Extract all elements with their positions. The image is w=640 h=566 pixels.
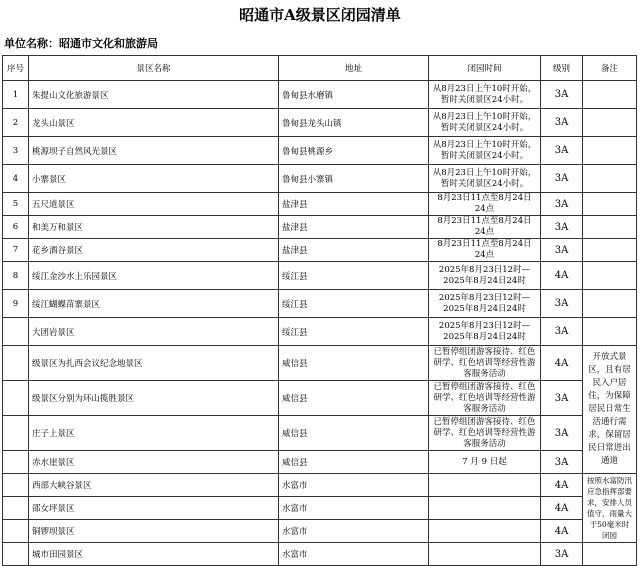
closure-table	[2, 55, 637, 566]
row-name: 大团岩景区	[29, 318, 279, 346]
row-level: 3A	[541, 137, 583, 165]
row-time: 7 月 9 日起	[429, 451, 541, 474]
row-no: 8	[3, 262, 29, 290]
row-name: 绥江金沙水上乐园景区	[29, 262, 279, 290]
row-no: 7	[3, 239, 29, 262]
row-time: 从8月23日上午10时开始，暂时关闭景区24小时。	[429, 137, 541, 165]
table-row	[3, 81, 637, 109]
row-no: 2	[3, 109, 29, 137]
row-level: 4A	[541, 474, 583, 497]
row-time: 8月23日11点至8月24日24点	[429, 193, 541, 216]
row-address: 绥江县	[279, 262, 429, 290]
row-name: 庄子上景区	[29, 416, 279, 451]
row-address: 威信县	[279, 416, 429, 451]
note-weixin: 开放式景区，且有居民入户居住，为保障居民日常生活通行需求，保留居民日常进出通道	[583, 346, 637, 474]
unit-label: 单位名称：昭通市文化和旅游局	[4, 37, 158, 50]
header-name: 景区名称	[29, 56, 279, 81]
row-no	[3, 381, 29, 416]
row-address: 盐津县	[279, 216, 429, 239]
row-time: 已暂停组团游客接待、红色研学、红色培训等经营性游客服务活动	[429, 346, 541, 381]
row-level: 4A	[541, 262, 583, 290]
row-name: 五尺道景区	[29, 193, 279, 216]
table-row	[3, 520, 637, 543]
row-note	[583, 543, 637, 566]
row-level: 3A	[541, 451, 583, 474]
table-row	[3, 318, 637, 346]
header-time: 闭园时间	[429, 56, 541, 81]
row-note	[583, 216, 637, 239]
row-time: 2025年8月23日12时—2025年8月24日24时	[429, 318, 541, 346]
table-row	[3, 216, 637, 239]
table-header-row	[3, 56, 637, 81]
header-note: 备注	[583, 56, 637, 81]
row-time: 从8月23日上午10时开始，暂时关闭景区24小时。	[429, 165, 541, 193]
row-address: 绥江县	[279, 290, 429, 318]
row-level: 4A	[541, 520, 583, 543]
row-name: 小寨景区	[29, 165, 279, 193]
row-address: 威信县	[279, 346, 429, 381]
row-address: 鲁甸县水磨镇	[279, 81, 429, 109]
document-title: 昭通市A级景区闭园清单	[239, 6, 401, 24]
row-address: 鲁甸县龙头山镇	[279, 109, 429, 137]
row-address: 水富市	[279, 497, 429, 520]
row-name: 桃源坝子自然风光景区	[29, 137, 279, 165]
row-name: 绥江蝴蝶苗寨景区	[29, 290, 279, 318]
row-address: 盐津县	[279, 193, 429, 216]
row-note	[583, 81, 637, 109]
row-time: 已暂停组团游客接待、红色研学、红色培训等经营性游客服务活动	[429, 381, 541, 416]
row-note	[583, 262, 637, 290]
row-no	[3, 474, 29, 497]
row-level: 3A	[541, 216, 583, 239]
row-no	[3, 318, 29, 346]
row-name: 花乡酒谷景区	[29, 239, 279, 262]
row-no: 6	[3, 216, 29, 239]
row-level: 3A	[541, 239, 583, 262]
row-name: 城市田园景区	[29, 543, 279, 566]
row-no: 3	[3, 137, 29, 165]
note-shuifu: 按照水富防汛应急指挥部要求，安排人员值守，雨量大于50毫米时闭园	[583, 474, 637, 543]
row-time: 2025年8月23日12时—2025年8月24日24时	[429, 290, 541, 318]
row-time	[429, 474, 541, 497]
row-no	[3, 543, 29, 566]
row-time: 2025年8月23日12时—2025年8月24日24时	[429, 262, 541, 290]
row-time: 从8月23日上午10时开始，暂时关闭景区24小时。	[429, 81, 541, 109]
row-level: 3A	[541, 109, 583, 137]
row-name: 赤水崖景区	[29, 451, 279, 474]
row-address: 水富市	[279, 474, 429, 497]
table-row	[3, 137, 637, 165]
header-address: 地址	[279, 56, 429, 81]
row-level: 3A	[541, 318, 583, 346]
row-no: 5	[3, 193, 29, 216]
row-address: 鲁甸县桃源乡	[279, 137, 429, 165]
row-note	[583, 109, 637, 137]
table-row	[3, 239, 637, 262]
row-no: 9	[3, 290, 29, 318]
row-name: 邵女坪景区	[29, 497, 279, 520]
table-row	[3, 290, 637, 318]
row-time	[429, 497, 541, 520]
row-name: 级景区分别为环山揽胜景区	[29, 381, 279, 416]
row-address: 绥江县	[279, 318, 429, 346]
row-name: 朱提山文化旅游景区	[29, 81, 279, 109]
row-no: 1	[3, 81, 29, 109]
table-row	[3, 109, 637, 137]
row-level: 3A	[541, 81, 583, 109]
row-note	[583, 239, 637, 262]
table-row	[3, 193, 637, 216]
row-level: 3A	[541, 290, 583, 318]
row-note	[583, 137, 637, 165]
table-row	[3, 416, 637, 451]
row-time: 8月23日11点至8月24日24点	[429, 239, 541, 262]
row-no	[3, 497, 29, 520]
row-address: 鲁甸县小寨镇	[279, 165, 429, 193]
table-row	[3, 346, 637, 381]
row-address: 盐津县	[279, 239, 429, 262]
row-level: 3A	[541, 543, 583, 566]
table-row	[3, 165, 637, 193]
row-note	[583, 193, 637, 216]
row-note	[583, 290, 637, 318]
row-address: 水富市	[279, 543, 429, 566]
row-time	[429, 520, 541, 543]
row-level: 3A	[541, 165, 583, 193]
row-level: 4A	[541, 497, 583, 520]
row-name: 和美万和景区	[29, 216, 279, 239]
table-row	[3, 262, 637, 290]
row-time: 8月23日11点至8月24日24点	[429, 216, 541, 239]
row-name: 龙头山景区	[29, 109, 279, 137]
row-time: 从8月23日上午10时开始，暂时关闭景区24小时。	[429, 109, 541, 137]
row-name: 级景区为扎西会议纪念地景区	[29, 346, 279, 381]
row-address: 威信县	[279, 381, 429, 416]
row-no: 4	[3, 165, 29, 193]
row-no	[3, 520, 29, 543]
row-address: 威信县	[279, 451, 429, 474]
row-name: 西部大峡谷景区	[29, 474, 279, 497]
table-row	[3, 451, 637, 474]
row-level: 4A	[541, 346, 583, 381]
table-row	[3, 381, 637, 416]
header-level: 级别	[541, 56, 583, 81]
row-no	[3, 416, 29, 451]
row-note	[583, 318, 637, 346]
row-level: 3A	[541, 416, 583, 451]
table-row	[3, 543, 637, 566]
row-no	[3, 451, 29, 474]
row-no	[3, 346, 29, 381]
row-name: 铜锣坝景区	[29, 520, 279, 543]
row-address: 水富市	[279, 520, 429, 543]
row-time: 已暂停组团游客接待、红色研学、红色培训等经营性游客服务活动	[429, 416, 541, 451]
row-note	[583, 165, 637, 193]
row-level: 3A	[541, 381, 583, 416]
table-row	[3, 497, 637, 520]
row-level: 3A	[541, 193, 583, 216]
header-no: 序号	[3, 56, 29, 81]
row-time	[429, 543, 541, 566]
table-row	[3, 474, 637, 497]
